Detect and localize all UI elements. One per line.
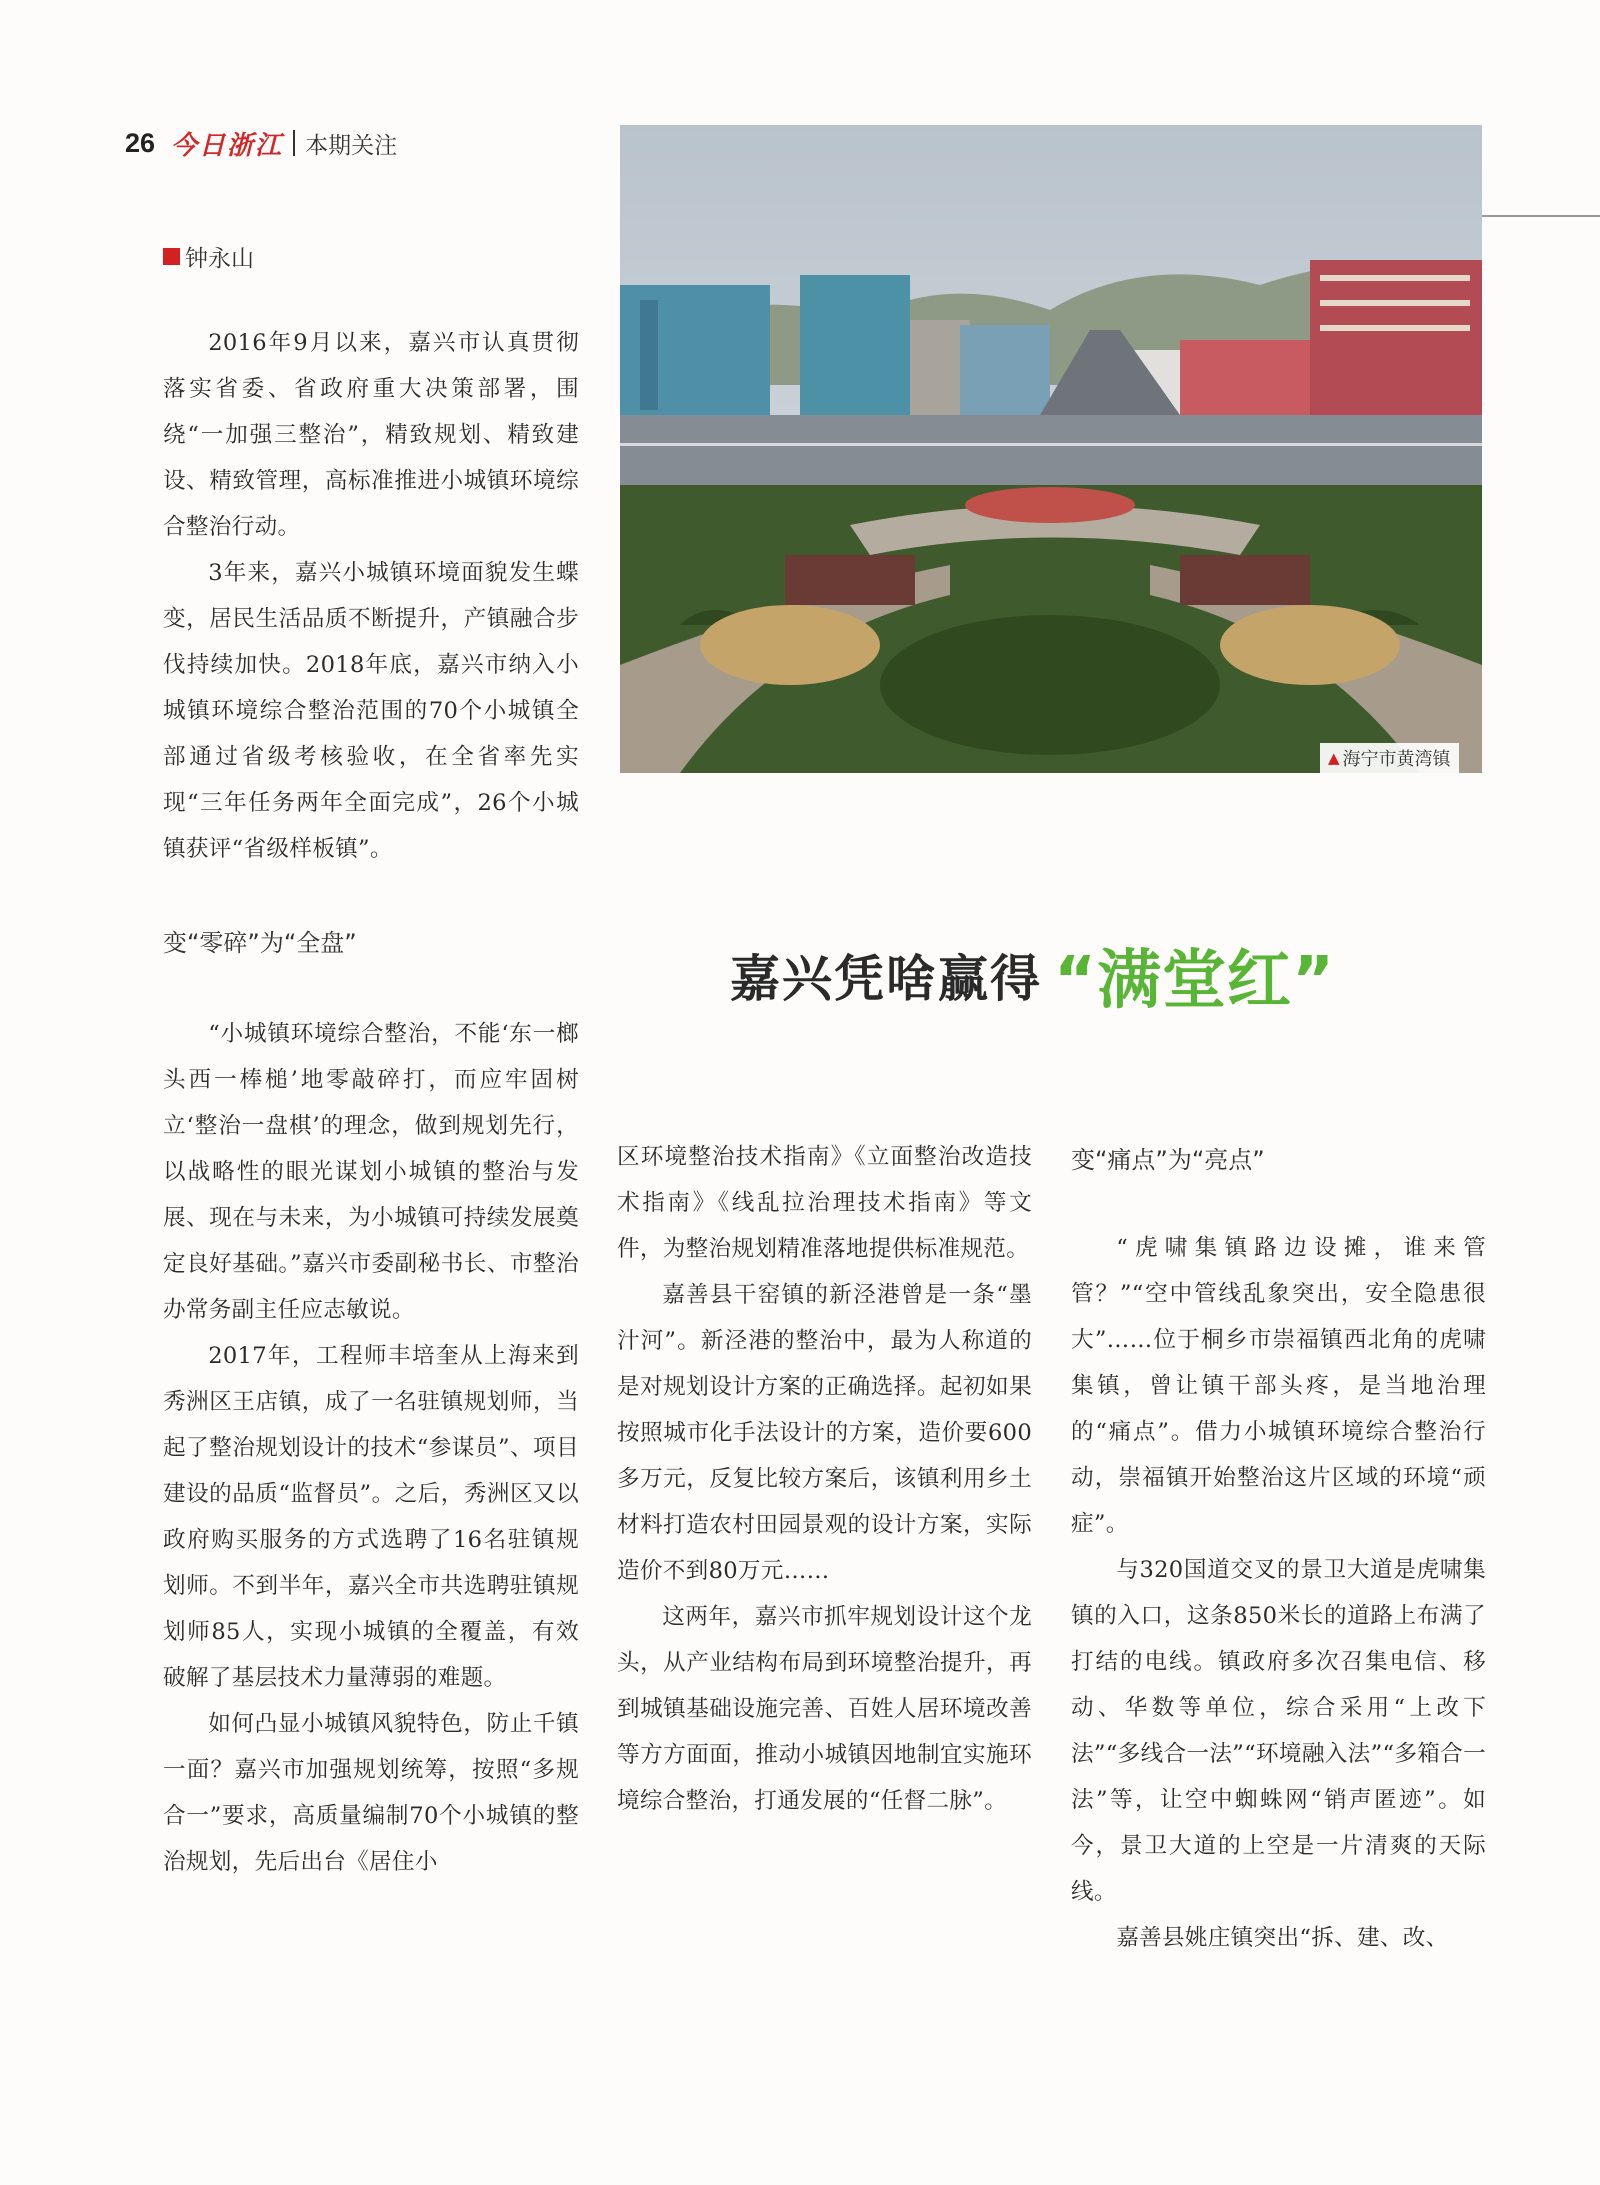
red-square-icon [163, 248, 180, 265]
paragraph: 与320国道交叉的景卫大道是虎啸集镇的入口，这条850米长的道路上布满了打结的电线。镇政府多次召集电信、移动、华数等单位，综合采用“上改下法”“多线合一法”“环境融入法”“多箱合一法”等，让空中蜘蛛网“销声匿迹”。如今，景卫大道的上空是一片清爽的天际线。 [1071, 1557, 1486, 1905]
subhead-pain-to-bright: 变“痛点”为“亮点” [1071, 1146, 1265, 1174]
magazine-logo: 今日浙江 [171, 130, 284, 161]
column3 [1071, 1225, 1486, 1961]
paragraph: 区环境整治技术指南》《立面整治改造技术指南》《线乱拉治理技术指南》等文件，为整治规划精准落地提供标准规范。 [617, 1144, 1032, 1262]
paragraph: 嘉善县姚庄镇突出“拆、建、改、 [1116, 1925, 1449, 1951]
paragraph: “小城镇环境综合整治，不能‘东一榔头西一棒槌’地零敲碎打，而应牢固树立‘整治一盘棋’的理念，做到规划先行，以战略性的眼光谋划小城镇的整治与发展、现在与未来，为小城镇可持续发展奠定良好基础。”嘉兴市委副秘书长、市整治办常务副主任应志敏说。 [163, 1021, 579, 1323]
paragraph: 2017年，工程师丰培奎从上海来到秀洲区王店镇，成了一名驻镇规划师，当起了整治规划设计的技术“参谋员”、项目建设的品质“监督员”。之后，秀洲区又以政府购买服务的方式选聘了16名驻镇规划师。不到半年，嘉兴全市共选聘驻镇规划师85人，实现小城镇的全覆盖，有效破解了基层技术力量薄弱的难题。 [163, 1343, 579, 1691]
title-accent: “满堂红” [1054, 944, 1336, 1018]
caption-text: 海宁市黄湾镇 [1342, 749, 1451, 770]
author-byline [163, 240, 254, 273]
paragraph: 2016年9月以来，嘉兴市认真贯彻落实省委、省政府重大决策部署，围绕“一加强三整治”，精致规划、精致建设、精致管理，高标准推进小城镇环境综合整治行动。 [163, 330, 579, 540]
margin-rule [1482, 215, 1600, 217]
section-label: 本期关注 [305, 132, 398, 159]
paragraph: 如何凸显小城镇风貌特色，防止千镇一面？嘉兴市加强规划统筹，按照“多规合一”要求，高质量编制70个小城镇的整治规划，先后出台《居住小 [163, 1711, 579, 1875]
page-header [125, 122, 397, 164]
author-name: 钟永山 [185, 246, 254, 272]
column1-intro [163, 320, 579, 872]
town-aerial-photo [620, 125, 1482, 773]
paragraph: “虎啸集镇路边设摊，谁来管管？”“空中管线乱象突出，安全隐患很大”……位于桐乡市崇福镇西北角的虎啸集镇，曾让镇干部头疼，是当地治理的“痛点”。借力小城镇环境综合整治行动，崇福镇开始整治这片区域的环境“顽症”。 [1071, 1235, 1486, 1537]
column2 [617, 1134, 1032, 1824]
paragraph: 这两年，嘉兴市抓牢规划设计这个龙头，从产业结构布局到环境整治提升，再到城镇基础设施完善、百姓人居环境改善等方方面面，推动小城镇因地制宜实施环境综合整治，打通发展的“任督二脉”。 [617, 1604, 1032, 1814]
article-title [730, 930, 1335, 1020]
photo-caption [1320, 743, 1459, 773]
town-illustration [620, 125, 1482, 773]
subhead-whole-plan: 变“零碎”为“全盘” [163, 929, 357, 957]
page-number: 26 [125, 127, 156, 158]
header-divider [293, 130, 295, 156]
column1-body [163, 1011, 579, 1885]
paragraph: 嘉善县干窑镇的新泾港曾是一条“墨汁河”。新泾港的整治中，最为人称道的是对规划设计方案的正确选择。起初如果按照城市化手法设计的方案，造价要600多万元，反复比较方案后，该镇利用乡土材料打造农村田园景观的设计方案，实际造价不到80万元…… [617, 1282, 1032, 1584]
title-main: 嘉兴凭啥赢得 [730, 949, 1042, 1008]
red-triangle-icon: ▲ [1328, 749, 1340, 767]
paragraph: 3年来，嘉兴小城镇环境面貌发生蝶变，居民生活品质不断提升，产镇融合步伐持续加快。2018年底，嘉兴市纳入小城镇环境综合整治范围的70个小城镇全部通过省级考核验收，在全省率先实现“三年任务两年全面完成”，26个小城镇获评“省级样板镇”。 [163, 560, 579, 862]
